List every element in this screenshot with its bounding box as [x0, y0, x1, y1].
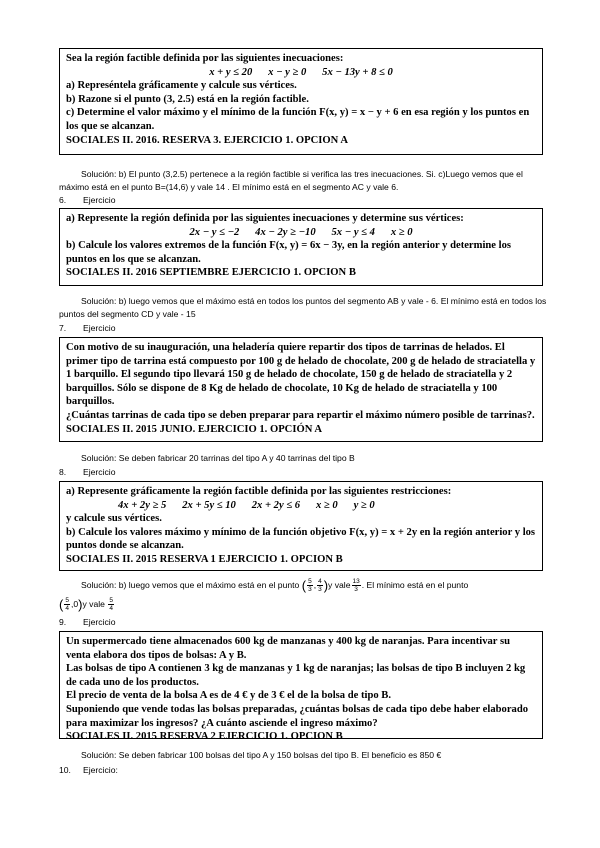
part-b: b) Razone si el punto (3, 2.5) está en la región factible. — [66, 93, 309, 105]
problem-box-2 — [59, 208, 543, 286]
fraction: $\frac{5}{3}$ — [308, 578, 312, 594]
solution-text: Solución: b) El punto (3,2.5) pertenece a la región factible si verifica las tres inecuaciones. Si. c)Luego vemos que el máximo está en el punto B=(14,6) y vale 14 . El mínimo está en el segmento AC y vale 6. — [59, 169, 523, 192]
problem-line: El precio de venta de la bolsa A es de 4 € y de 3 € el de la bolsa de tipo B. — [66, 690, 391, 702]
part-b: b) Calcule los valores extremos de la función F(x, y) = 6x − 3y, en la región anterior y determine los puntos en los que se alcanzan. — [66, 240, 511, 265]
exercise-heading-6: 6. Ejercicio — [59, 195, 116, 205]
fraction: $\frac{5}{4}$ — [65, 597, 69, 613]
solution-text: Solución: Se deben fabricar 20 tarrinas del tipo A y 40 tarrinas del tipo B — [81, 453, 355, 463]
part-c: c) Determine el valor máximo y el mínimo de la función F(x, y) = x − y + 6 en esa región y los puntos en los que se alcanzan. — [66, 107, 530, 132]
part-a: a) Represente la región definida por las siguientes inecuaciones y determine sus vértices: — [66, 213, 464, 224]
problem-box-5 — [59, 631, 543, 743]
solution-2 — [59, 295, 549, 320]
problem-box-1 — [59, 48, 543, 155]
part-a-continued: y calcule sus vértices. — [66, 513, 162, 525]
part-a: a) Represéntela gráficamente y calcule sus vértices. — [66, 80, 297, 92]
exercise-heading-7: 7. Ejercicio — [59, 323, 116, 333]
problem-line: Las bolsas de tipo A contienen 3 kg de manzanas y 1 kg de naranjas; las bolsas de tipo B incluyen 2 kg de cada uno de los productos. — [66, 663, 526, 688]
solution-3 — [59, 452, 549, 465]
fraction: $\frac{5}{4}$ — [109, 597, 113, 613]
problem-box-4 — [59, 481, 543, 571]
restrictions: 4x + 2y ≥ 5 2x + 5y ≤ 10 2x + 2y ≤ 6 x ≥ 0 y ≥ 0 — [118, 499, 375, 511]
solution-1 — [59, 168, 549, 193]
solution-5 — [59, 749, 549, 762]
problem-box-3 — [59, 337, 543, 442]
fraction: $\frac{4}{3}$ — [318, 578, 322, 594]
exercise-heading-8: 8. Ejercicio — [59, 467, 116, 477]
solution-text: Solución: b) luego vemos que el máximo está en todos los puntos del segmento AB y vale - 6. El mínimo está en todos los puntos del segmento CD y vale - 15 — [59, 296, 547, 319]
problem-statement: Sea la región factible definida por las siguientes inecuaciones: — [66, 53, 344, 64]
inequalities: 2x − y ≤ −2 4x − 2y ≥ −10 5x − y ≤ 4 x ≥ 0 — [189, 226, 413, 238]
part-b: b) Calcule los valores máximo y mínimo de la función objetivo F(x, y) = x + 2y en la región anterior y los puntos donde se alcanzan. — [66, 526, 536, 552]
fraction: $\frac{13}{3}$ — [352, 578, 360, 594]
solution-text: Solución: Se deben fabricar 100 bolsas del tipo A y 150 bolsas del tipo B. El beneficio es 850 € — [81, 750, 442, 760]
problem-source: SOCIALES II. 2015 JUNIO. EJERCICIO 1. OPCIÓN A — [66, 423, 323, 435]
problem-source: SOCIALES II. 2015 RESERVA 2 EJERCICIO 1. OPCION B — [66, 731, 343, 743]
problem-source: SOCIALES II. 2015 RESERVA 1 EJERCICIO 1. OPCION B — [66, 553, 343, 565]
problem-line: Suponiendo que vende todas las bolsas preparadas, ¿cuántas bolsas de cada tipo debe haber elaborado para maximizar los ingresos? ¿A cuánto asciende el ingreso máximo? — [66, 703, 529, 729]
solution-4: Solución: b) luego vemos que el máximo está en el punto ( $\frac{5}{3}$ , $\frac{4}{3}$ )y vale $\frac{13}{3}$ . El mínimo está en el punto ( $\frac{5}{4}$ ,0)y vale $\frac{5}{4}$ — [59, 578, 469, 613]
problem-source: SOCIALES II. 2016 SEPTIEMBRE EJERCICIO 1. OPCION B — [66, 267, 356, 279]
problem-source: SOCIALES II. 2016. RESERVA 3. EJERCICIO 1. OPCION A — [66, 134, 348, 146]
problem-line: Un supermercado tiene almacenados 600 kg de manzanas y 400 kg de naranjas. Para incentivar su venta elabora dos tipos de bolsas: A y B. — [66, 636, 510, 661]
inequalities: x + y ≤ 20 x − y ≥ 0 5x − 13y + 8 ≤ 0 — [209, 66, 393, 78]
exercise-heading-10: 10. Ejercicio: — [59, 765, 118, 775]
exercise-heading-9: 9. Ejercicio — [59, 617, 116, 627]
part-a: a) Represente gráficamente la región factible definida por las siguientes restricciones: — [66, 486, 452, 497]
problem-text: Con motivo de su inauguración, una heladería quiere repartir dos tipos de tarrinas de helados. El primer tipo de tarrina está compuesto por 100 g de helado de chocolate, 200 g de helado de straciatella y 1 barquillo. El segundo tipo llevará 150 g de helado de chocolate, 150 g de helado de straciatella y 2 barquillos. Sólo se dispone de 8 Kg de helado de chocolate, 10 Kg de helado de straciatella y 100 barquillos. — [66, 342, 536, 408]
problem-question: ¿Cuántas tarrinas de cada tipo se deben preparar para repartir el máximo número posible de tarrinas?. — [66, 409, 535, 421]
